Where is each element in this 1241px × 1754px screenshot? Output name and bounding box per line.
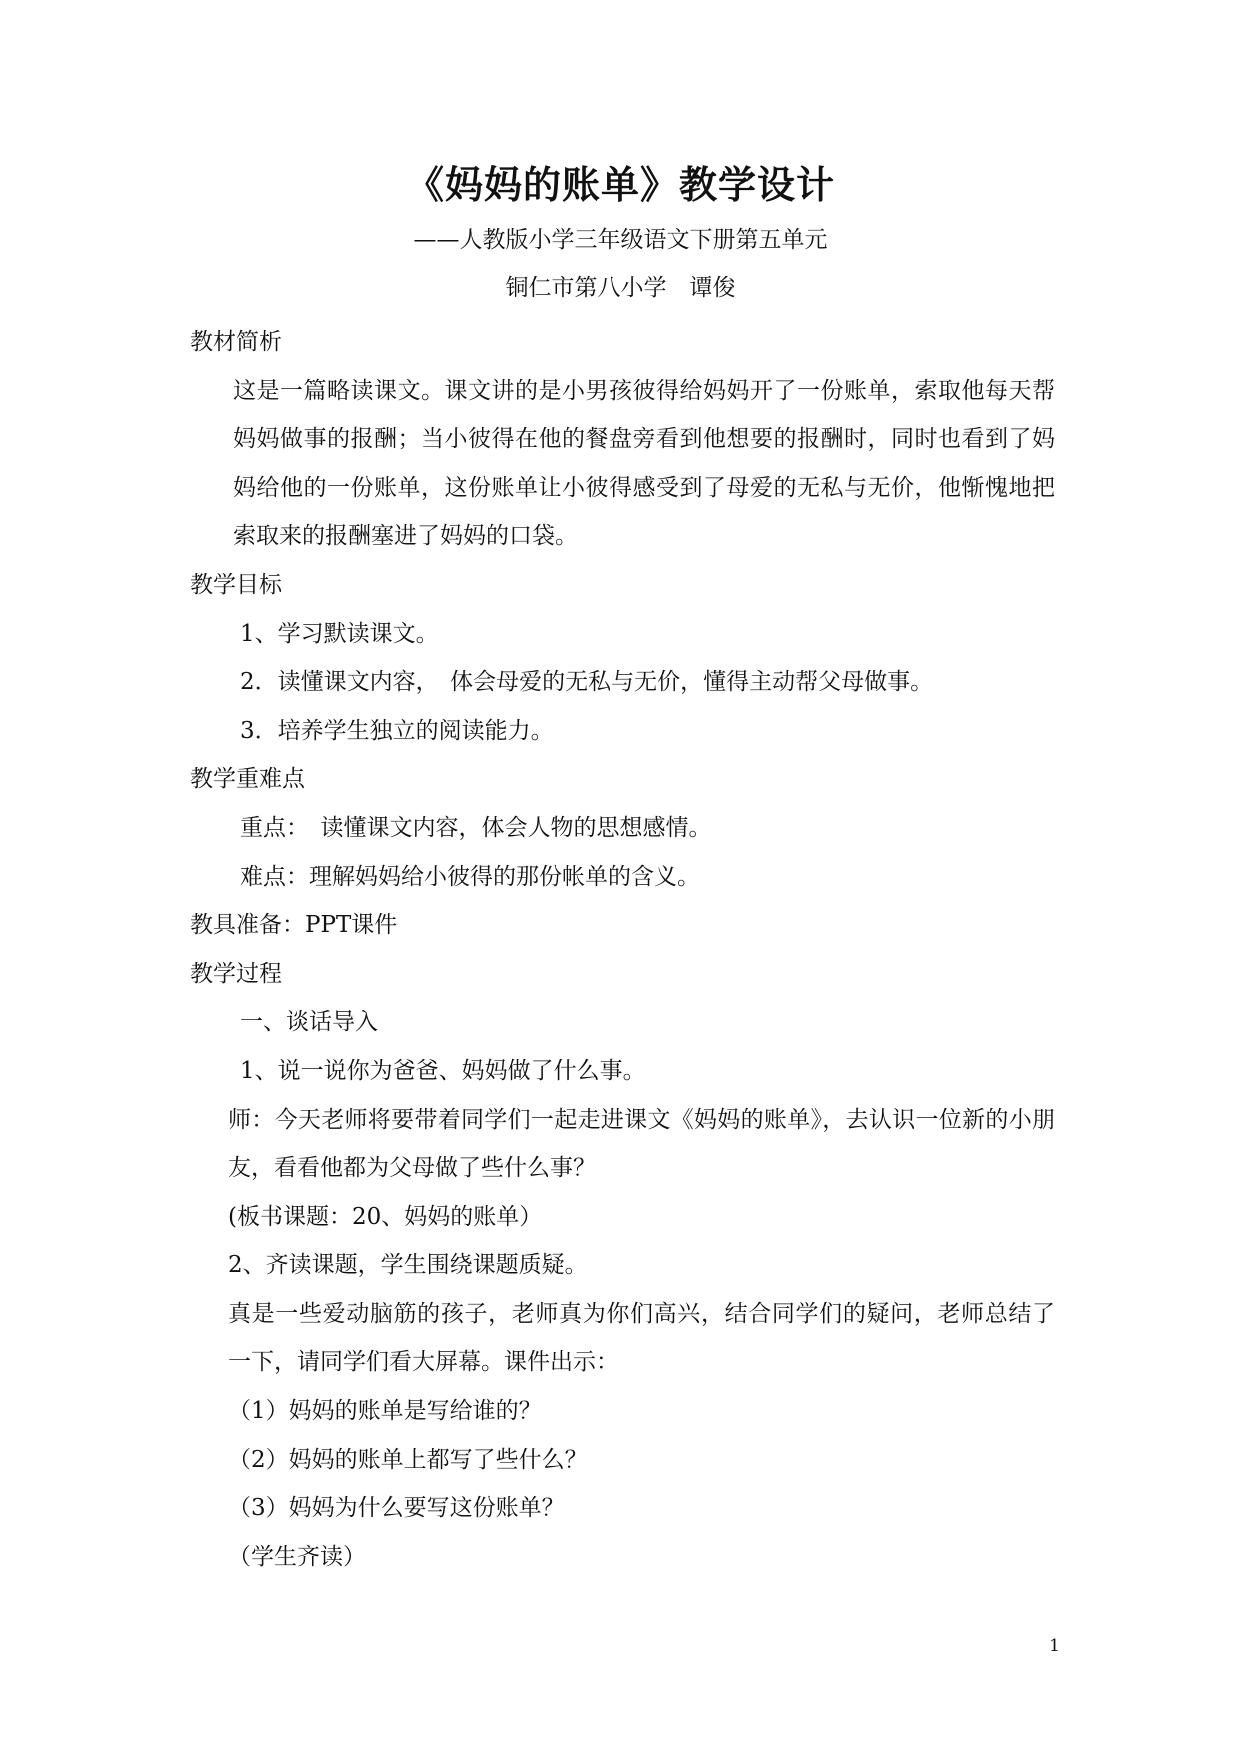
goal-item-2: 2．读懂课文内容， 体会母爱的无私与无价，懂得主动帮父母做事。 [240,669,934,696]
student-note: （学生齐读） [228,1543,366,1570]
document-subtitle: ——人教版小学三年级语文下册第五单元 [413,227,828,253]
goal-item-3: 3．培养学生独立的阅读能力。 [240,717,554,744]
process-question-1: 1、说一说你为爸爸、妈妈做了什么事。 [240,1057,646,1084]
page-number: 1 [1049,1636,1060,1656]
board-note: (板书课题：20、妈妈的账单） [228,1203,543,1230]
section-heading-goals: 教学目标 [190,571,282,598]
document-title: 《妈妈的账单》教学设计 [405,162,835,207]
author-line: 铜仁市第八小学 谭俊 [505,275,736,301]
question-item-1: （1）妈妈的账单是写给谁的？ [228,1398,542,1425]
key-point-item: 重点： 读懂课文内容，体会人物的思想感情。 [240,814,712,841]
question-item-2: （2）妈妈的账单上都写了些什么？ [228,1446,588,1473]
teaching-aids-line: 教具准备：PPT课件 [190,912,398,939]
goal-item-1: 1、学习默读课文。 [240,620,439,647]
teacher-paragraph-1: 师：今天老师将要带着同学们一起走进课文《妈妈的账单》，去认识一位新的小朋友，看看他都为父母做了些什么事？ [228,1106,1055,1182]
teacher-paragraph-2: 真是一些爱动脑筋的孩子，老师真为你们高兴，结合同学们的疑问，老师总结了一下，请同学们看大屏幕。课件出示： [228,1300,1055,1376]
question-item-3: （3）妈妈为什么要写这份账单？ [228,1495,565,1522]
difficulty-item: 难点：理解妈妈给小彼得的那份帐单的含义。 [240,863,700,890]
process-step-1: 一、谈话导入 [240,1009,378,1036]
section-heading-process: 教学过程 [190,960,282,987]
section-heading-key-points: 教学重难点 [190,766,305,793]
process-question-2: 2、齐读课题，学生围绕课题质疑。 [228,1252,588,1279]
section-heading-materials: 教材简析 [190,329,282,355]
materials-paragraph: 这是一篇略读课文。课文讲的是小男孩彼得给妈妈开了一份账单，索取他每天帮妈妈做事的报酬；当小彼得在他的餐盘旁看到他想要的报酬时，同时也看到了妈妈给他的一份账单，这份账单让小彼得感受到了母爱的无私与无价，他惭愧地把索取来的报酬塞进了妈妈的口袋。 [233,377,1055,550]
document-body [190,318,1055,1581]
